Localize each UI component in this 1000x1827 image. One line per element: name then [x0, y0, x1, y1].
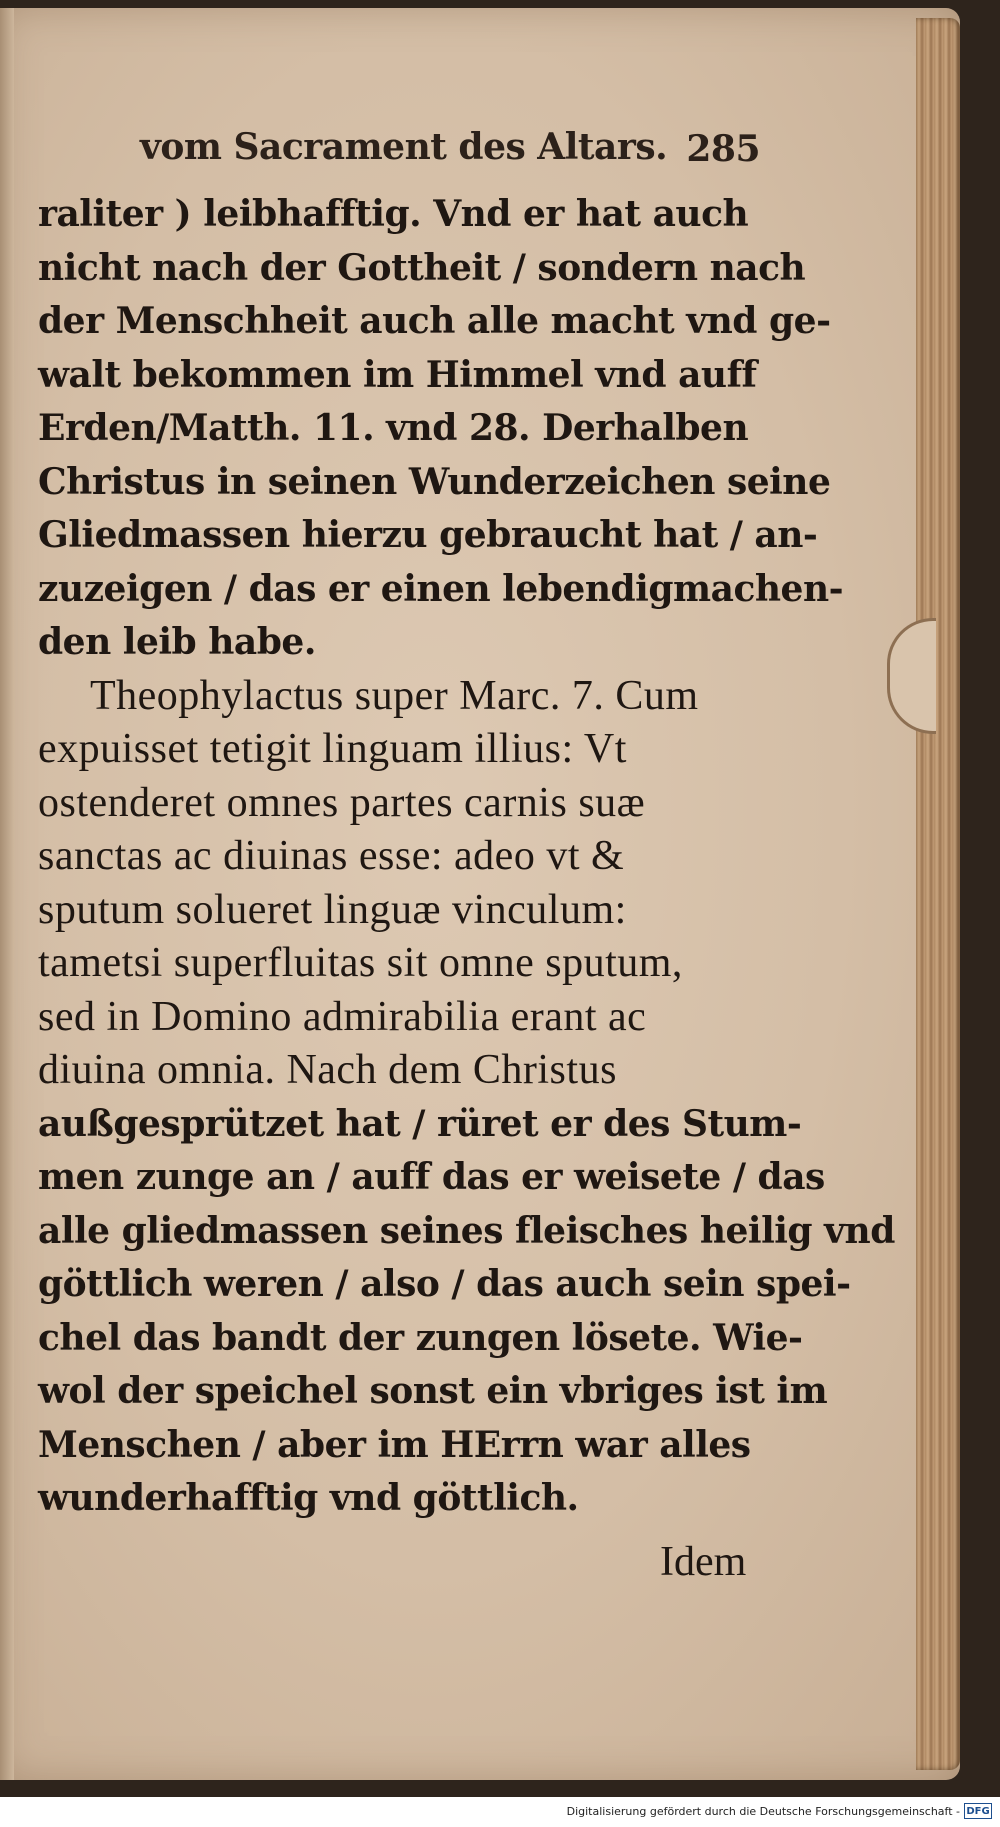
funding-credit: Digitalisierung gefördert durch die Deutsche Forschungsgemeinschaft -: [566, 1805, 960, 1818]
latin-line: sputum solueret linguæ vinculum:: [38, 886, 627, 933]
text-line: göttlich weren / also / das auch sein spei-: [38, 1263, 851, 1305]
text-line: Christus in seinen Wunderzeichen seine: [38, 460, 831, 503]
text-line: chel das bandt der zungen lösete. Wie-: [38, 1316, 803, 1359]
latin-line: Theophylactus super Marc. 7. Cum: [90, 672, 699, 719]
latin-line: sed in Domino admirabilia erant ac: [38, 993, 647, 1040]
book-page: [0, 8, 960, 1780]
catchword: Idem: [660, 1539, 747, 1585]
text-line: Menschen / aber im HErrn war alles: [38, 1423, 751, 1466]
page-number: 285: [686, 128, 760, 170]
page-header: [140, 126, 760, 176]
page-edges: [916, 18, 960, 1770]
body-text: [38, 188, 895, 1526]
dfg-logo-icon: DFG: [964, 1803, 992, 1819]
text-line: der Menschheit auch alle macht vnd ge-: [38, 300, 831, 342]
text-line: außgesprützet hat / rüret er des Stum-: [38, 1102, 802, 1145]
running-title: vom Sacrament des Altars.: [140, 126, 668, 168]
latin-line: sanctas ac diuinas esse: adeo vt &: [38, 833, 625, 879]
text-line: men zunge an / auff das er weisete / das: [38, 1156, 825, 1198]
text-line: Gliedmassen hierzu gebraucht hat / an-: [38, 514, 818, 556]
text-line: raliter ) leibhafftig. Vnd er hat auch: [38, 193, 749, 235]
latin-line: expuisset tetigit linguam illius: Vt: [38, 726, 627, 772]
text-line: wol der speichel sonst ein vbriges ist im: [38, 1370, 828, 1412]
mixed-line: diuina omnia. Nach dem Christus: [38, 1047, 617, 1093]
gutter-edge: [0, 8, 14, 1780]
text-line: nicht nach der Gottheit / sondern nach: [38, 246, 806, 289]
text-line: walt bekommen im Himmel vnd auff: [38, 353, 757, 396]
text-line: zuzeigen / das er einen lebendigmachen-: [38, 567, 844, 610]
text-line: wunderhafftig vnd göttlich.: [38, 1477, 579, 1519]
text-line: alle gliedmassen seines fleisches heilig vnd: [38, 1209, 895, 1252]
clasp-tab: [887, 618, 936, 734]
latin-line: tametsi superfluitas sit omne sputum,: [38, 940, 683, 986]
digitization-footer: [0, 1797, 1000, 1827]
text-line: den leib habe.: [38, 621, 316, 663]
text-line: Erden/Matth. 11. vnd 28. Derhalben: [38, 407, 749, 449]
latin-line: ostenderet omnes partes carnis suæ: [38, 779, 646, 826]
